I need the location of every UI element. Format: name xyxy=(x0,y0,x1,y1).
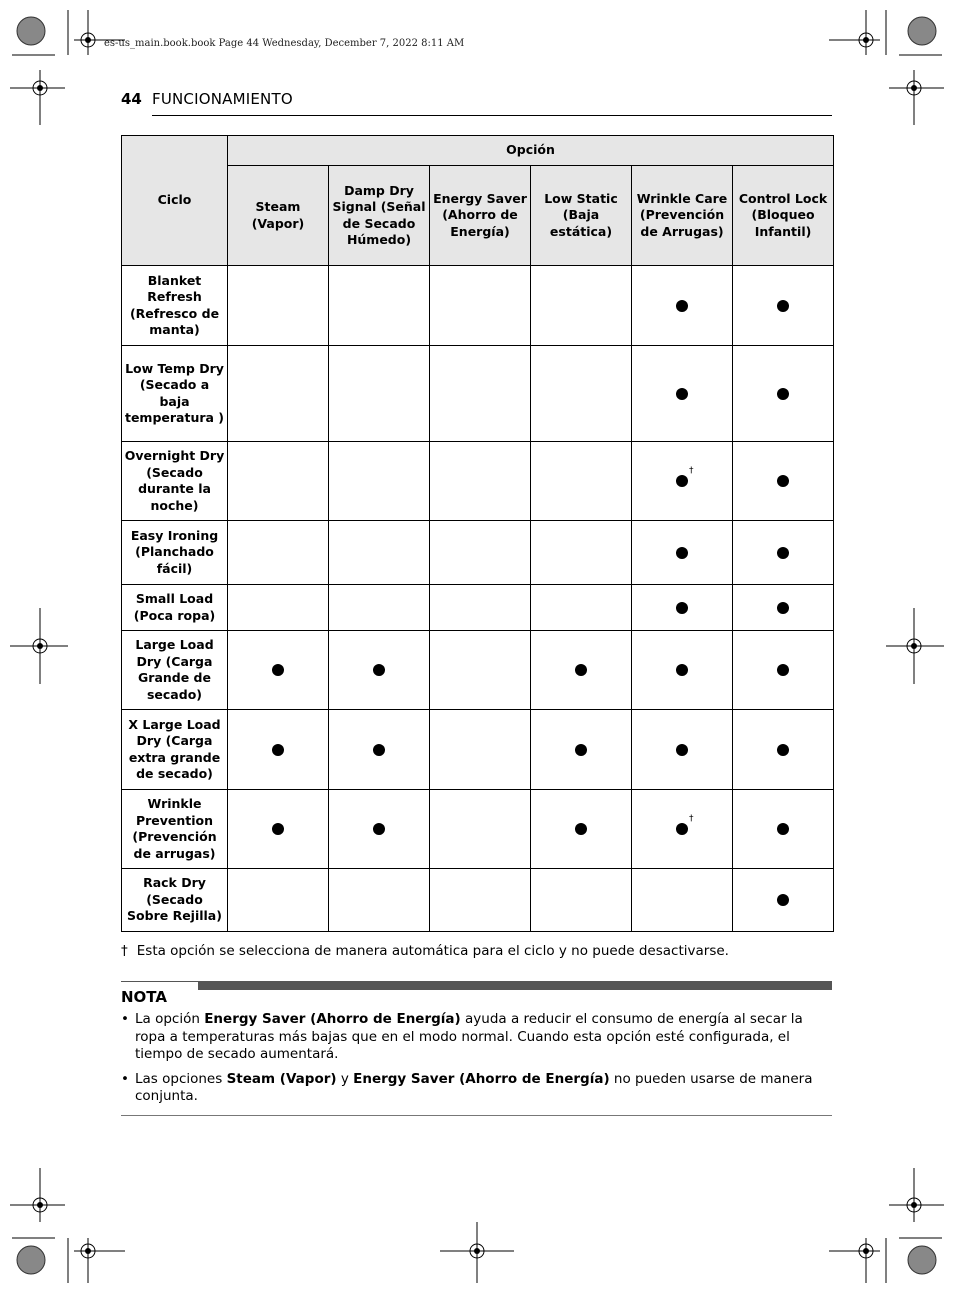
option-cell xyxy=(531,790,632,869)
option-cell xyxy=(632,869,733,932)
nota-list xyxy=(121,1011,832,1113)
option-cell xyxy=(228,631,329,710)
table-row xyxy=(122,442,834,521)
option-cell xyxy=(228,266,329,346)
nota-title: NOTA xyxy=(121,988,167,1006)
option-cell xyxy=(329,442,430,521)
cycle-name: Overnight Dry (Secado durante la noche) xyxy=(122,442,228,521)
nota-divider-line xyxy=(121,981,199,982)
available-dot xyxy=(676,744,688,756)
table-row xyxy=(122,521,834,585)
option-header: Energy Saver (Ahorro de Energía) xyxy=(430,166,531,266)
cycle-name: X Large Load Dry (Carga extra grande de secado) xyxy=(122,710,228,790)
available-dot xyxy=(777,894,789,906)
bullet: • xyxy=(121,1070,129,1087)
option-cell xyxy=(632,442,733,521)
available-dot xyxy=(777,475,789,487)
table-row xyxy=(122,869,834,932)
cycle-name: Low Temp Dry (Secado a baja temperatura ) xyxy=(122,346,228,442)
available-dot xyxy=(272,823,284,835)
option-cell xyxy=(430,869,531,932)
footnote-text: Esta opción se selecciona de manera automática para el ciclo y no puede desactivarse. xyxy=(136,943,729,959)
cycle-name: Small Load (Poca ropa) xyxy=(122,585,228,631)
option-cell xyxy=(430,346,531,442)
available-dot xyxy=(777,388,789,400)
option-cell xyxy=(228,442,329,521)
available-dot xyxy=(676,664,688,676)
option-cell xyxy=(733,631,834,710)
table-row xyxy=(122,585,834,631)
available-dot xyxy=(272,744,284,756)
table-row xyxy=(122,790,834,869)
option-cell xyxy=(430,442,531,521)
option-cell xyxy=(329,521,430,585)
option-cell xyxy=(329,869,430,932)
available-dot xyxy=(777,823,789,835)
page-header xyxy=(121,90,832,116)
available-dot xyxy=(676,814,694,835)
available-dot xyxy=(575,744,587,756)
available-dot xyxy=(777,547,789,559)
table-row xyxy=(122,346,834,442)
option-cell xyxy=(632,266,733,346)
opcion-header: Opción xyxy=(228,136,834,166)
option-cell xyxy=(531,442,632,521)
available-dot xyxy=(575,823,587,835)
available-dot xyxy=(575,664,587,676)
option-cell xyxy=(531,585,632,631)
option-cell xyxy=(329,631,430,710)
section-title: FUNCIONAMIENTO xyxy=(152,90,293,108)
option-cell xyxy=(733,521,834,585)
option-cell xyxy=(733,346,834,442)
dagger-symbol: † xyxy=(121,943,128,959)
option-cell xyxy=(430,790,531,869)
option-cell xyxy=(632,346,733,442)
option-cell xyxy=(329,266,430,346)
option-cell xyxy=(531,266,632,346)
steam-term: Steam (Vapor) xyxy=(226,1070,337,1087)
available-dot xyxy=(676,547,688,559)
bottom-rule xyxy=(121,1115,832,1116)
energy-saver-term: Energy Saver (Ahorro de Energía) xyxy=(353,1070,610,1087)
cycle-options-table xyxy=(121,135,834,932)
option-header: Steam (Vapor) xyxy=(228,166,329,266)
available-dot xyxy=(777,744,789,756)
header-rule xyxy=(152,115,832,116)
available-dot xyxy=(373,664,385,676)
table-row xyxy=(122,710,834,790)
option-cell xyxy=(228,585,329,631)
available-dot xyxy=(676,602,688,614)
option-cell xyxy=(430,266,531,346)
available-dot xyxy=(777,300,789,312)
table-row xyxy=(122,631,834,710)
option-header: Damp Dry Signal (Señal de Secado Húmedo) xyxy=(329,166,430,266)
option-cell xyxy=(531,710,632,790)
option-cell xyxy=(733,585,834,631)
ciclo-header: Ciclo xyxy=(122,136,228,266)
option-cell xyxy=(228,521,329,585)
option-header: Wrinkle Care (Prevención de Arrugas) xyxy=(632,166,733,266)
option-cell xyxy=(531,869,632,932)
option-cell xyxy=(228,869,329,932)
available-dot xyxy=(676,388,688,400)
dagger-mark: † xyxy=(689,814,694,825)
option-cell xyxy=(430,521,531,585)
option-cell xyxy=(632,790,733,869)
available-dot xyxy=(676,300,688,312)
option-cell xyxy=(430,585,531,631)
cycle-name: Wrinkle Prevention (Prevención de arrugas) xyxy=(122,790,228,869)
available-dot xyxy=(373,823,385,835)
option-cell xyxy=(733,869,834,932)
bullet: • xyxy=(121,1011,129,1027)
option-cell xyxy=(632,585,733,631)
cycle-name: Blanket Refresh (Refresco de manta) xyxy=(122,266,228,346)
option-header: Low Static (Baja estática) xyxy=(531,166,632,266)
table-row xyxy=(122,266,834,346)
option-cell xyxy=(733,442,834,521)
footnote xyxy=(121,943,729,959)
available-dot xyxy=(373,744,385,756)
cycle-name: Rack Dry (Secado Sobre Rejilla) xyxy=(122,869,228,932)
option-cell xyxy=(632,710,733,790)
option-cell xyxy=(531,346,632,442)
option-cell xyxy=(228,346,329,442)
option-cell xyxy=(531,631,632,710)
available-dot xyxy=(777,602,789,614)
option-cell xyxy=(632,631,733,710)
option-header: Control Lock (Bloqueo Infantil) xyxy=(733,166,834,266)
option-cell xyxy=(228,790,329,869)
option-cell xyxy=(430,710,531,790)
option-cell xyxy=(329,710,430,790)
available-dot xyxy=(272,664,284,676)
option-cell xyxy=(733,266,834,346)
available-dot xyxy=(777,664,789,676)
print-slug: es-us_main.book.book Page 44 Wednesday, December 7, 2022 8:11 AM xyxy=(104,38,465,49)
page-number: 44 xyxy=(121,90,142,108)
nota-item: • La opción Energy Saver (Ahorro de Energía) ayuda a reducir el consumo de energía al secar la ropa a temperaturas más bajas que en el modo normal. Cuando esta opción esté configurada, el tiempo de secado aumentará. xyxy=(121,1011,803,1062)
option-cell xyxy=(733,710,834,790)
option-cell xyxy=(228,710,329,790)
option-cell xyxy=(329,346,430,442)
energy-saver-term: Energy Saver (Ahorro de Energía) xyxy=(204,1011,461,1027)
cycle-name: Large Load Dry (Carga Grande de secado) xyxy=(122,631,228,710)
option-cell xyxy=(329,585,430,631)
option-cell xyxy=(733,790,834,869)
cycle-name: Easy Ironing (Planchado fácil) xyxy=(122,521,228,585)
available-dot xyxy=(676,466,694,487)
option-cell xyxy=(430,631,531,710)
dagger-mark: † xyxy=(689,466,694,477)
option-cell xyxy=(329,790,430,869)
nota-divider-bar xyxy=(198,981,832,990)
option-cell xyxy=(531,521,632,585)
nota-item: • Las opciones Steam (Vapor) y Energy Saver (Ahorro de Energía) no pueden usarse de manera conjunta. xyxy=(121,1070,813,1104)
option-cell xyxy=(632,521,733,585)
